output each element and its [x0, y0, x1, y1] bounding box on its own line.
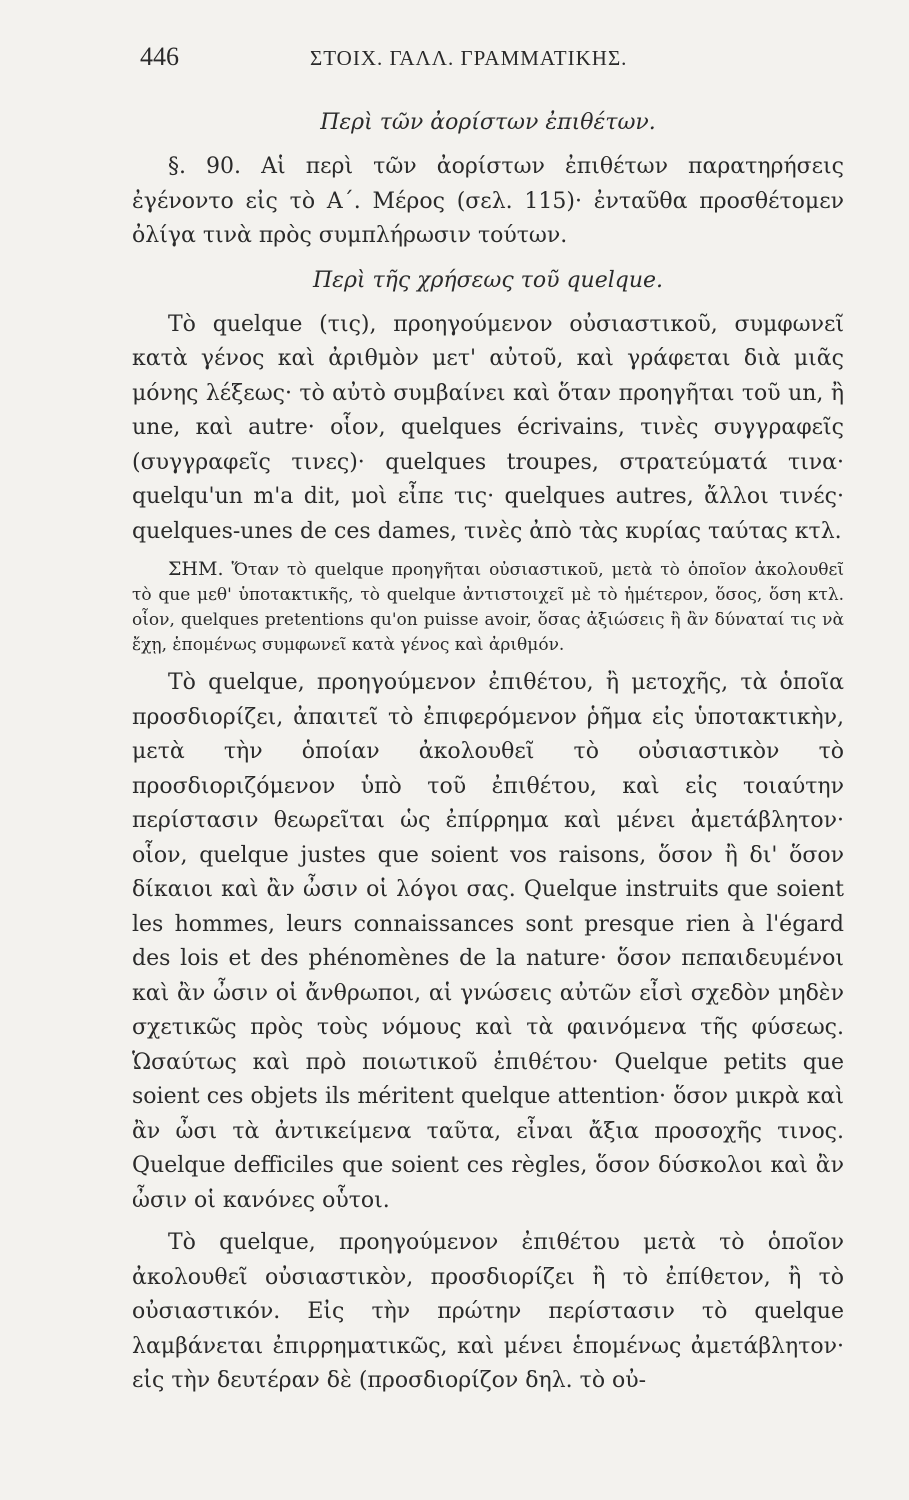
paragraph-quelque-adjective-noun: Τὸ quelque, προηγούμενον ἐπιθέτου μετὰ τὸ ὁποῖον ἀκολουθεῖ οὐσιαστικὸν, προσδιορίζει ἢ τὸ ἐπίθετον, ἢ τὸ οὐσιαστικόν. Εἰς τὴν πρώτην περίστασιν τὸ quelque λαμβάνεται ἐπιρρηματικῶς, καὶ μένει ἑπομένως ἀμετάβλητον· εἰς τὴν δευτέραν δὲ (προσδιορίζον δηλ. τὸ οὐ- — [132, 1230, 844, 1393]
text-block — [132, 108, 844, 1399]
running-head: ΣΤΟΙΧ. ΓΑΛΛ. ΓΡΑΜΜΑΤΙΚΗΣ. — [310, 46, 628, 70]
note-text: Ὅταν τὸ quelque προηγῆται οὐσιαστικοῦ, μετὰ τὸ ὁποῖον ἀκολουθεῖ τὸ que μεθ' ὑποτακτικῆς, τὸ quelque ἀντιστοιχεῖ μὲ τὸ ἡμέτερον, ὅσος, ὅση κτλ. οἷον, quelques pretentions qu'on puisse avoir, ὅσας ἀξιώσεις ἢ ἂν δύναταί τις νὰ ἔχῃ, ἑπομένως συμφωνεῖ κατὰ γένος καὶ ἀριθμόν. — [132, 560, 845, 655]
section-title-quelque: Περὶ τῆς χρήσεως τοῦ quelque. — [312, 267, 664, 293]
note-paragraph — [132, 557, 844, 658]
section-title-indefinite-adjectives: Περὶ τῶν ἀορίστων ἐπιθέτων. — [320, 110, 656, 135]
page-number: 446 — [140, 42, 179, 71]
paragraph-quelque-noun: Τὸ quelque (τις), προηγούμενον οὐσιαστικοῦ, συμφωνεῖ κατὰ γένος καὶ ἀριθμὸν μετ' αὐτοῦ, καὶ γράφεται διὰ μιᾶς μόνης λέξεως· τὸ αὐτὸ συμβαίνει καὶ ὅταν προηγῆται τοῦ un, ἢ une, καὶ autre· οἷον, quelques écrivains, τινὲς συγγραφεῖς (συγγραφεῖς τινες)· quelques troupes, στρατεύματά τινα· quelqu'un m'a dit, μοὶ εἶπε τις· quelques autres, ἄλλοι τινές· quelques-unes de ces dames, τινὲς ἀπὸ τὰς κυρίας ταύτας κτλ. — [132, 311, 844, 544]
page-header — [140, 42, 860, 78]
paragraph-90: §. 90. Αἱ περὶ τῶν ἀορίστων ἐπιθέτων παρατηρήσεις ἐγένοντο εἰς τὸ Α΄. Μέρος (σελ. 115)· ἐνταῦθα προσθέτομεν ὀλίγα τινὰ πρὸς συμπλήρωσιν τούτων. — [132, 154, 844, 248]
note-label: ΣΗΜ. — [168, 558, 224, 580]
paragraph-quelque-adjective: Τὸ quelque, προηγούμενον ἐπιθέτου, ἢ μετοχῆς, τὰ ὁποῖα προσδιορίζει, ἀπαιτεῖ τὸ ἐπιφερόμενον ῥῆμα εἰς ὑποτακτικὴν, μετὰ τὴν ὁποίαν ἀκολουθεῖ τὸ οὐσιαστικὸν τὸ προσδιοριζόμενον ὑπὸ τοῦ ἐπιθέτου, καὶ εἰς τοιαύτην περίστασιν θεωρεῖται ὡς ἐπίρρημα καὶ μένει ἀμετάβλητον· οἷον, quelque justes que soient vos raisons, ὅσον ἢ δι' ὅσον δίκαιοι καὶ ἂν ὦσιν οἱ λόγοι σας. Quelque instruits que soient les hommes, leurs connaissances sont presque rien à l'égard des lois et des phénomènes de la nature· ὅσον πεπαιδευμένοι καὶ ἂν ὦσιν οἱ ἄνθρωποι, αἱ γνώσεις αὐτῶν εἶσὶ σχεδὸν μηδὲν σχετικῶς πρὸς τοὺς νόμους καὶ τὰ φαινόμενα τῆς φύσεως. Ὡσαύτως καὶ πρὸ ποιωτικοῦ ἐπιθέτου· Quelque petits que soient ces objets ils méritent quelque attention· ὅσον μικρὰ καὶ ἂν ὦσι τὰ ἀντικείμενα ταῦτα, εἶναι ἄξια προσοχῆς τινος. Quelque defficiles que soient ces règles, ὅσον δύσκολοι καὶ ἂν ὦσιν οἱ κανόνες οὗτοι. — [132, 670, 844, 1213]
